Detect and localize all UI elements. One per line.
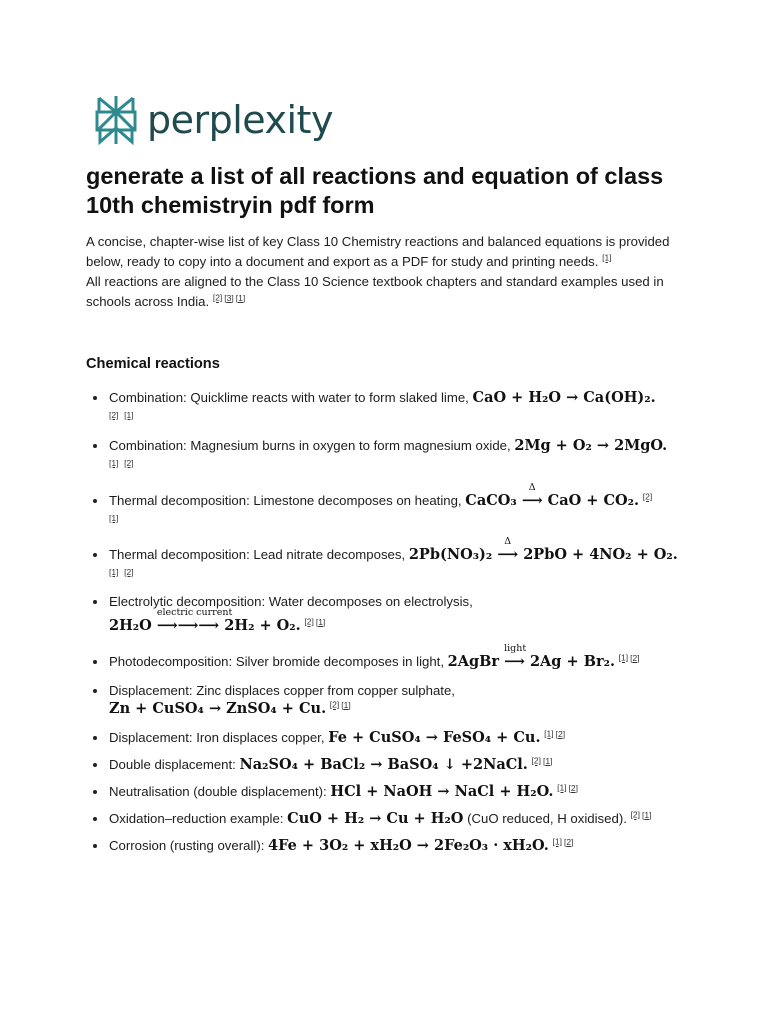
citation-link[interactable]: [1]	[544, 728, 554, 739]
reaction-description: Oxidation–reduction example:	[109, 811, 284, 826]
list-item	[109, 643, 699, 671]
reaction-equation: CaO + H₂O → Ca(OH)₂.	[472, 389, 656, 406]
list-item	[109, 389, 699, 421]
reaction-arrow: ⟶	[504, 653, 525, 670]
reaction-description: Electrolytic decomposition: Water decomposes on electrolysis,	[109, 594, 473, 609]
citation-link[interactable]: [2]	[109, 410, 119, 420]
citation-link[interactable]: [3]	[224, 292, 234, 303]
reaction-equation: HCl + NaOH → NaCl + H₂O.	[330, 783, 554, 800]
reaction-equation: 2AgBr light ⟶ 2Ag + Br₂.	[448, 653, 615, 670]
arrow-label: Δ	[504, 536, 512, 547]
section-heading: Chemical reactions	[86, 356, 220, 372]
reaction-description: Neutralisation (double displacement):	[109, 784, 327, 799]
reaction-equation: Na₂SO₄ + BaCl₂ → BaSO₄ ↓ +2NaCl.	[239, 756, 528, 773]
list-item	[109, 729, 699, 747]
citation-link[interactable]: [1]	[235, 292, 246, 303]
citation-link[interactable]: [2]	[531, 755, 541, 766]
citation-link[interactable]: [2]	[124, 458, 134, 468]
citation-link[interactable]: [1]	[124, 410, 134, 420]
citation-link[interactable]: [1]	[109, 458, 119, 468]
intro-paragraph-2	[86, 272, 686, 312]
list-item	[109, 837, 699, 855]
intro-text-1: A concise, chapter-wise list of key Class 10 Chemistry reactions and balanced equations is provided below, ready to copy into a document and export as a PDF for study and printing needs.	[86, 234, 670, 269]
list-item	[109, 536, 699, 578]
reaction-note: (CuO reduced, H oxidised).	[467, 811, 627, 826]
list-item	[109, 437, 699, 469]
reaction-description: Corrosion (rusting overall):	[109, 838, 265, 853]
reaction-equation: 4Fe + 3O₂ + xH₂O → 2Fe₂O₃ · xH₂O.	[268, 837, 549, 854]
citation-link[interactable]: [2]	[329, 699, 340, 710]
arrow-label: Δ	[528, 482, 536, 493]
reaction-equation: 2Pb(NO₃)₂ Δ ⟶ 2PbO + 4NO₂ + O₂.	[409, 546, 678, 563]
citation-link[interactable]: [2]	[304, 616, 314, 627]
citation-link[interactable]: [2]	[630, 652, 640, 663]
logo	[94, 94, 333, 146]
list-item	[109, 783, 699, 801]
reaction-description: Displacement: Zinc displaces copper from copper sulphate,	[109, 683, 455, 698]
citation-link[interactable]: [2]	[568, 782, 579, 793]
list-item	[109, 756, 699, 774]
list-item	[109, 482, 699, 524]
citation-link[interactable]: [1]	[542, 755, 553, 766]
reaction-description: Photodecomposition: Silver bromide decomposes in light,	[109, 654, 444, 669]
reaction-arrow: ⟶	[521, 492, 543, 509]
reaction-equation: 2H₂O electric current ⟶⟶⟶ 2H₂ + O₂.	[109, 617, 301, 634]
reaction-description: Double displacement:	[109, 757, 236, 772]
citation-link[interactable]: [1]	[341, 699, 351, 710]
citation-link[interactable]: [1]	[315, 616, 326, 627]
citation-link[interactable]: [1]	[642, 809, 652, 820]
reaction-equation: Fe + CuSO₄ → FeSO₄ + Cu.	[328, 729, 541, 746]
reaction-equation: 2Mg + O₂ → 2MgO.	[514, 437, 668, 454]
list-item	[109, 810, 699, 828]
intro-text-2: All reactions are aligned to the Class 10 Science textbook chapters and standard examples used in schools across India.	[86, 274, 664, 309]
citation-link[interactable]: [2]	[212, 292, 223, 303]
citation-link[interactable]: [1]	[109, 513, 119, 523]
reaction-equation: CaCO₃ Δ ⟶ CaO + CO₂.	[465, 492, 639, 509]
brand-name: perplexity	[147, 98, 333, 142]
reaction-equation: Zn + CuSO₄ → ZnSO₄ + Cu.	[109, 700, 327, 717]
reaction-description: Thermal decomposition: Lead nitrate decomposes,	[109, 547, 406, 562]
perplexity-logo-icon	[94, 94, 138, 146]
citation-link[interactable]: [2]	[630, 809, 641, 820]
arrow-label: light	[504, 643, 527, 654]
citation-link[interactable]: [1]	[557, 782, 567, 793]
intro	[86, 232, 686, 312]
reaction-description: Combination: Quicklime reacts with water to form slaked lime,	[109, 390, 469, 405]
citation-link[interactable]: [1]	[552, 836, 562, 847]
arrow-label: electric current	[156, 607, 233, 618]
citation-link[interactable]: [1]	[109, 567, 119, 577]
reaction-description: Thermal decomposition: Limestone decomposes on heating,	[109, 493, 462, 508]
reaction-equation: CuO + H₂ → Cu + H₂O	[287, 810, 464, 827]
page-title: generate a list of all reactions and equation of class 10th chemistryin pdf form	[86, 163, 664, 218]
citation-link[interactable]: [2]	[642, 491, 653, 502]
citation-link[interactable]: [2]	[555, 728, 566, 739]
citation-link[interactable]: [2]	[563, 836, 574, 847]
reaction-arrow: ⟶	[497, 546, 519, 563]
reaction-description: Displacement: Iron displaces copper,	[109, 730, 325, 745]
list-item	[109, 593, 699, 635]
reaction-arrow: ⟶⟶⟶	[156, 617, 220, 634]
citation-link[interactable]: [2]	[124, 567, 134, 577]
citation-link[interactable]: [1]	[602, 252, 612, 263]
reaction-description: Combination: Magnesium burns in oxygen to form magnesium oxide,	[109, 438, 511, 453]
citation-link[interactable]: [1]	[618, 652, 629, 663]
intro-paragraph-1	[86, 232, 686, 272]
list-item	[109, 682, 699, 718]
